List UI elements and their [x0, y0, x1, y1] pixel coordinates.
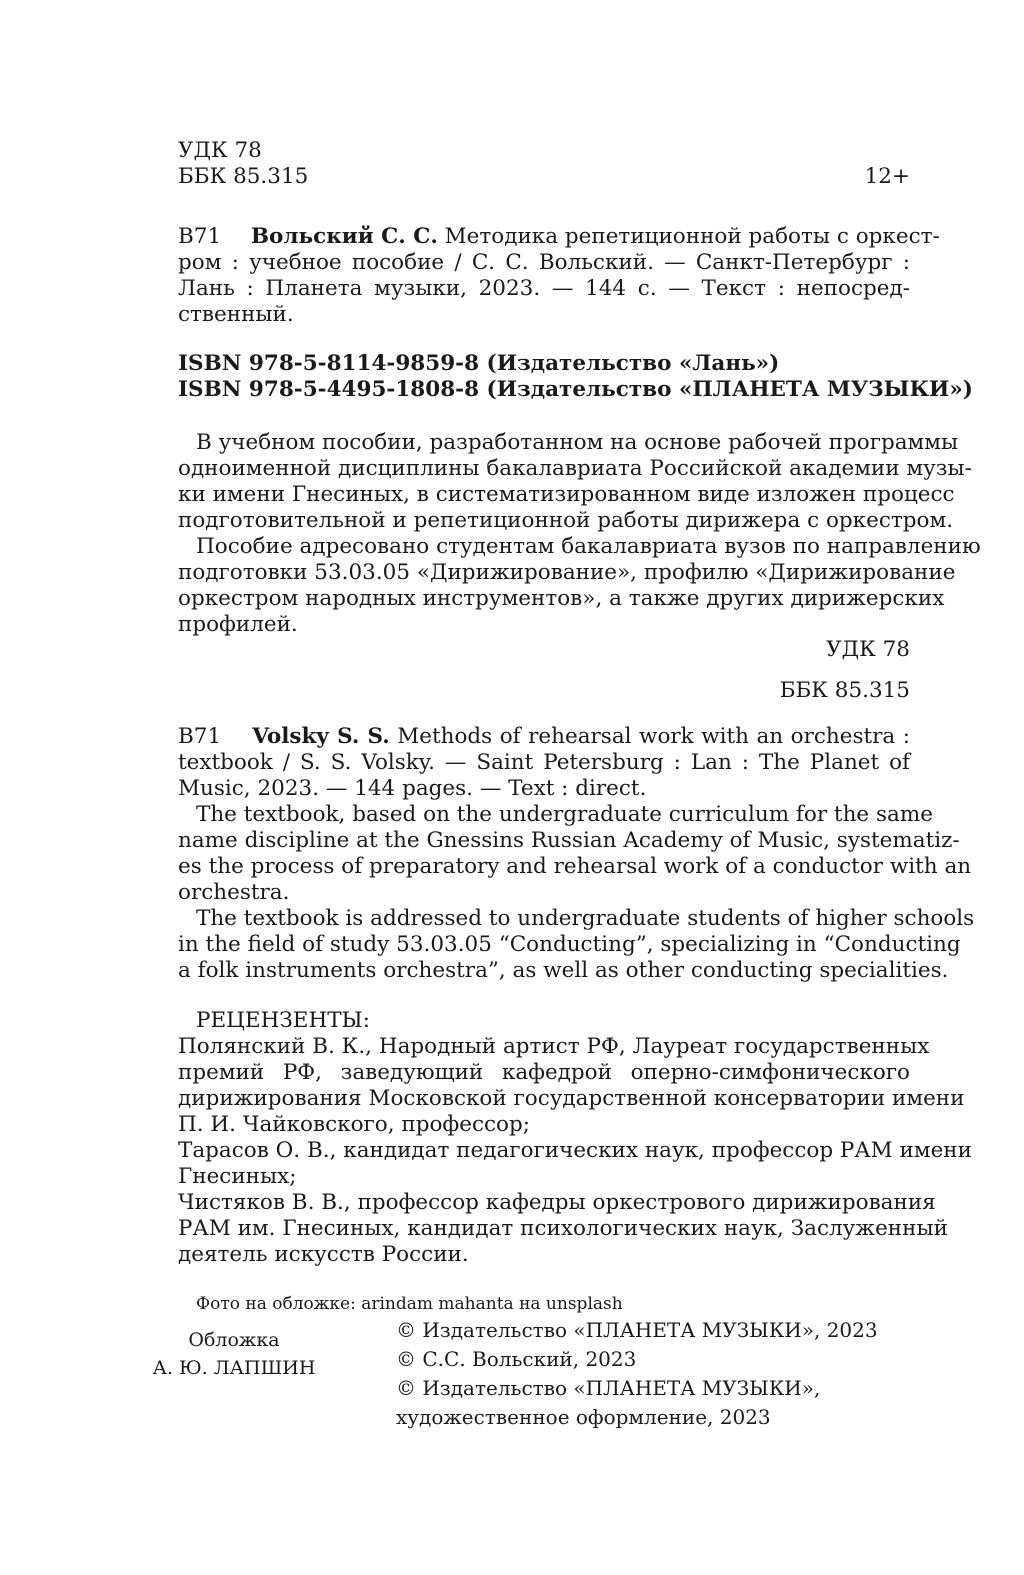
- udk-code: УДК 78: [178, 138, 262, 163]
- abstract-line: es the process of preparatory and rehearsal work of a conductor with an: [178, 854, 972, 879]
- isbn-lan: ISBN 978-5-8114-9859-8 (Издательство «Лань»): [178, 351, 780, 376]
- abstract-line: Пособие адресовано студентам бакалавриата вузов по направлению: [196, 534, 981, 559]
- reviewer-line: дирижирования Московской государственной консерватории имени: [178, 1086, 965, 1111]
- reviewer-line: деятель искусств России.: [178, 1242, 469, 1267]
- isbn-block: [178, 351, 973, 403]
- copyright-line: © Издательство «ПЛАНЕТА МУЗЫКИ», 2023: [396, 1318, 878, 1342]
- reviewer-line: Гнесиных;: [178, 1164, 297, 1189]
- abstract-line: профилей.: [178, 612, 298, 637]
- record-line: Лань : Планета музыки, 2023. — 144 с. — Текст : непосред-: [178, 276, 910, 301]
- record-author: Volsky S. S.: [252, 724, 390, 749]
- abstract-line: подготовительной и репетиционной работы дирижера с оркестром.: [178, 508, 954, 533]
- abstract-line: ки имени Гнесиных, в систематизированном виде изложен процесс: [178, 482, 955, 507]
- abstract-udk: УДК 78: [826, 637, 910, 662]
- record-title-line: Methods of rehearsal work with an orchestra :: [397, 724, 910, 749]
- abstract-line: одноименной дисциплины бакалавриата Российской академии музы-: [178, 456, 972, 481]
- record-line: textbook / S. S. Volsky. — Saint Petersburg : Lan : The Planet of: [178, 750, 910, 775]
- abstract-line: оркестром народных инструментов», а также других дирижерских: [178, 586, 945, 611]
- abstract-line: The textbook, based on the undergraduate curriculum for the same: [196, 802, 933, 827]
- isbn-planet: ISBN 978-5-4495-1808-8 (Издательство «ПЛАНЕТА МУЗЫКИ»): [178, 377, 973, 402]
- record-line: ром : учебное пособие / С. С. Вольский. — Санкт-Петербург :: [178, 250, 910, 275]
- age-rating: 12+: [864, 164, 910, 189]
- cover-label: Обложка: [188, 1329, 280, 1351]
- en-bibliographic-record: [178, 724, 975, 984]
- reviewer-line: Тарасов О. В., кандидат педагогических наук, профессор РАМ имени: [178, 1138, 972, 1163]
- cover-credit: [134, 1326, 334, 1382]
- reviewer-line: премий РФ, заведующий кафедрой оперно-симфонического: [178, 1060, 910, 1085]
- record-author: Вольский С. С.: [250, 224, 438, 249]
- record-code: В71: [178, 724, 222, 749]
- abstract-line: a folk instruments orchestra”, as well as other conducting specialities.: [178, 958, 949, 983]
- copyright-line: © Издательство «ПЛАНЕТА МУЗЫКИ»,: [396, 1376, 821, 1400]
- abstract-line: in the field of study 53.03.05 “Conducting”, specializing in “Conducting: [178, 932, 961, 957]
- ru-abstract: [178, 430, 981, 638]
- abstract-line: В учебном пособии, разработанном на основе рабочей программы: [196, 430, 959, 455]
- classification-header: [178, 138, 910, 190]
- cover-artist: А. Ю. ЛАПШИН: [152, 1357, 316, 1379]
- copyright-block: [396, 1316, 916, 1432]
- record-line: ственный.: [178, 302, 294, 327]
- copyright-line: художественное оформление, 2023: [396, 1405, 771, 1429]
- reviewer-line: Чистяков В. В., профессор кафедры оркестрового дирижирования: [178, 1190, 936, 1215]
- reviewer-line: Полянский В. К., Народный артист РФ, Лауреат государственных: [178, 1034, 930, 1059]
- abstract-line: name discipline at the Gnessins Russian Academy of Music, systematiz-: [178, 828, 960, 853]
- imprint-page: [152, 0, 981, 1575]
- abstract-bbk: ББК 85.315: [779, 678, 910, 703]
- abstract-line: The textbook is addressed to undergraduate students of higher schools: [196, 906, 975, 931]
- reviewer-line: РАМ им. Гнесиных, кандидат психологических наук, Заслуженный: [178, 1216, 948, 1241]
- bbk-code: ББК 85.315: [178, 164, 309, 189]
- reviewers-heading: РЕЦЕНЗЕНТЫ:: [196, 1008, 370, 1033]
- copyright-line: © С.С. Вольский, 2023: [396, 1347, 637, 1371]
- photo-credit: Фото на обложке: arindam mahanta на unsplash: [196, 1294, 623, 1314]
- reviewer-line: П. И. Чайковского, профессор;: [178, 1112, 531, 1137]
- record-code: В71: [178, 224, 222, 249]
- record-line: Music, 2023. — 144 pages. — Text : direct.: [178, 776, 647, 801]
- abstract-line: подготовки 53.03.05 «Дирижирование», профилю «Дирижирование: [178, 560, 956, 585]
- reviewers: [178, 1008, 972, 1268]
- ru-bibliographic-record: [178, 224, 940, 328]
- abstract-line: orchestra.: [178, 880, 290, 905]
- record-title-line: Методика репетиционной работы с оркест-: [444, 224, 940, 249]
